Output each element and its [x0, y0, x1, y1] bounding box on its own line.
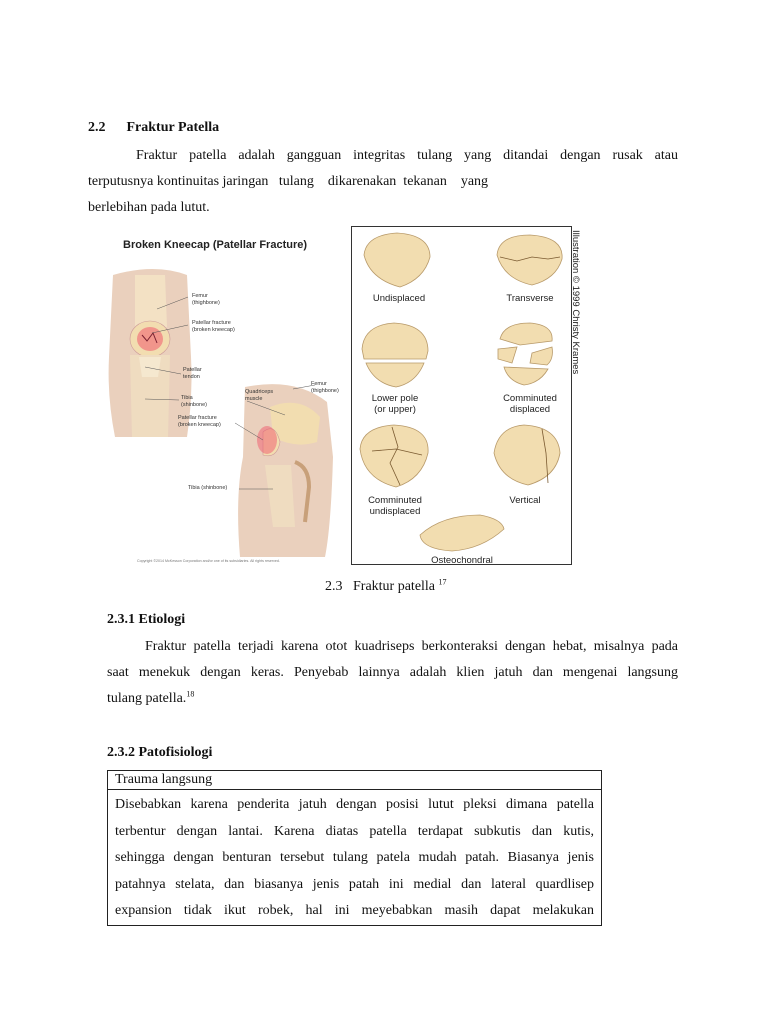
label-quadriceps: Quadriceps muscle: [245, 389, 274, 402]
table-line: expansion tidak ikut robek, hal ini meyebabkan masih dapat melakukan: [115, 903, 594, 918]
intro-paragraph: [88, 143, 678, 221]
label-patellar-tendon: Patellar tendon: [183, 367, 202, 380]
type-comminuted-undisplaced: Comminuted undisplaced: [368, 495, 422, 517]
table-header-cell: Trauma langsung: [108, 771, 602, 790]
table-body-cell: [108, 790, 602, 926]
table-line: sehingga dengan benturan tersebut tulang patela mudah patah. Biasanya jenis: [115, 850, 594, 865]
label-femur: Femur (thighbone): [192, 293, 220, 306]
table-line: Disebabkan karena penderita jatuh dengan posisi lutut pleksi dimana patella: [115, 797, 594, 812]
broken-kneecap-figure: [95, 227, 345, 567]
fracture-types-figure: [351, 226, 572, 565]
section-number: 2.2: [88, 120, 106, 135]
section-heading: [88, 120, 219, 136]
table-line: terbentur dengan lantai. Karena diatas patella terdapat subkutis dan kutis,: [115, 823, 594, 839]
figure-copyright: Copyright ©2014 McKesson Corporation and/or one of its subsidiaries. All rights reserved.: [137, 559, 280, 563]
type-undisplaced: Undisplaced: [372, 293, 426, 304]
intro-line: berlebihan pada lutut.: [88, 200, 210, 215]
type-lower-pole: Lower pole (or upper): [371, 393, 419, 415]
table-row: [108, 771, 602, 790]
label-tibia: Tibia (shinbone): [181, 395, 207, 408]
figure-title: Broken Kneecap (Patellar Fracture): [123, 239, 308, 251]
table-row: [108, 790, 602, 926]
caption-ref: 17: [438, 577, 447, 587]
patofisiologi-table: [107, 770, 602, 926]
caption-text: Fraktur patella: [353, 579, 436, 594]
caption-number: 2.3: [325, 579, 343, 594]
intro-line: terputusnya kontinuitas jaringan tulang dikarenakan tekanan yang: [88, 174, 489, 189]
illustration-credit: Illustration © 1999 Christy Krames: [570, 230, 581, 375]
label-tibia-side: Tibia (shinbone): [188, 485, 228, 491]
label-femur-side: Femur (thighbone): [311, 381, 339, 394]
etiologi-paragraph: [107, 634, 678, 712]
etiologi-ref: 18: [186, 689, 195, 699]
label-patellar-fracture-side: Patellar fracture (broken kneecap): [178, 415, 221, 428]
etiologi-last-line: tulang patella.$^{18}$: [107, 689, 195, 706]
figure-caption: [325, 574, 447, 600]
type-comminuted-displaced: Comminuted displaced: [503, 393, 557, 415]
etiologi-line: saat menekuk dengan keras. Penyebab lainnya adalah klien jatuh dan mengenai langsung: [107, 665, 678, 680]
type-vertical: Vertical: [509, 495, 541, 506]
type-transverse: Transverse: [506, 293, 554, 304]
patofisiologi-heading: 2.3.2 Patofisiologi: [107, 745, 213, 760]
intro-line: Fraktur patella adalah gangguan integritas tulang yang ditandai dengan rusak atau: [136, 148, 678, 163]
label-patellar-fracture: Patellar fracture (broken kneecap): [192, 320, 235, 333]
section-title: Fraktur Patella: [126, 120, 220, 135]
knee-illustration: [95, 227, 345, 567]
table-line: patahnya stelata, dan biasanya jenis patah ini medial dan lateral quardlisep: [115, 876, 594, 892]
etiologi-line: Fraktur patella terjadi karena otot kuadriseps berkonteraksi dengan hebat, misalnya pada: [145, 639, 678, 654]
type-osteochondral: Osteochondral: [431, 555, 493, 565]
etiologi-heading: 2.3.1 Etiologi: [107, 612, 186, 627]
